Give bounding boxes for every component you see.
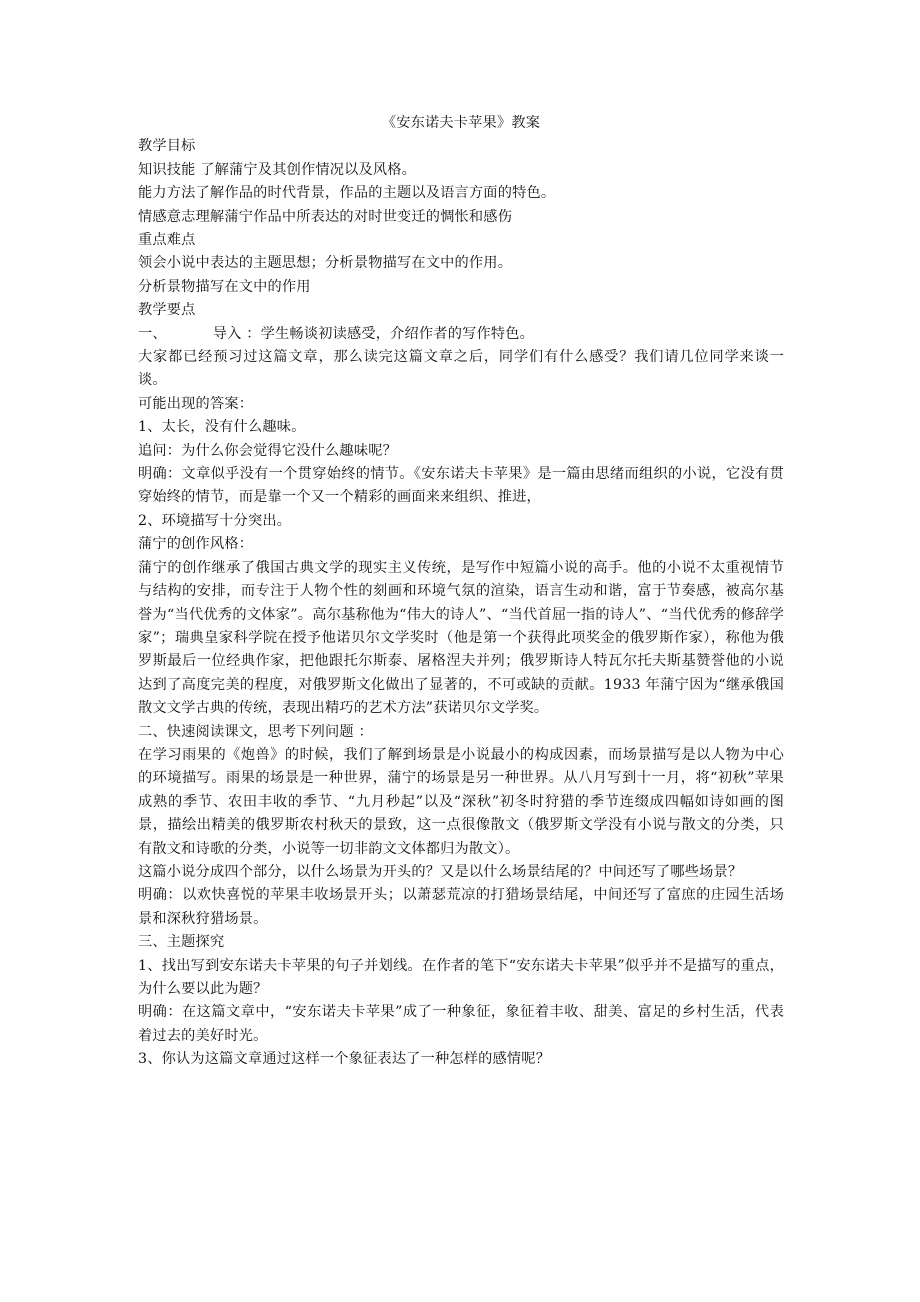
paragraph: 在学习雨果的《炮兽》的时候，我们了解到场景是小说最小的构成因素，而场景描写是以人物为中心的环境描写。雨果的场景是一种世界，蒲宁的场景是另一种世界。从八月写到十一月，将“初秋”苹果成熟的季节、农田丰收的季节、“九月秒起”以及“深秋”初冬时狩猎的季节连缀成四幅如诗如画的图景，描绘出精美的俄罗斯农村秋天的景致，这一点很像散文（俄罗斯文学没有小说与散文的分类，只有散文和诗歌的分类，小说等一切非韵文文体都归为散文）。: [138, 746, 784, 857]
section-1-number: 一、: [138, 325, 167, 342]
key-point-1: 领会小说中表达的主题思想；分析景物描写在文中的作用。: [138, 255, 513, 272]
document-title: 《安东诺夫卡苹果》教案: [381, 115, 541, 131]
section-2-heading: 二、快速阅读课文，思考下列问题 ：: [138, 723, 373, 740]
paragraph: 可能出现的答案：: [138, 395, 254, 412]
paragraph: 明确：以欢快喜悦的苹果丰收场景开头；以萧瑟荒凉的打猎场景结尾，中间还写了富庶的庄园生活场景和深秋狩猎场景。: [138, 887, 784, 927]
goal-ability: 能力方法了解作品的时代背景，作品的主题以及语言方面的特色。: [138, 185, 556, 202]
goal-emotion: 情感意志理解蒲宁作品中所表达的对时世变迁的惆怅和感伤: [138, 208, 513, 225]
paragraph: 2、环境描写十分突出。: [138, 512, 292, 529]
goal-knowledge: 知识技能 了解蒲宁及其创作情况以及风格。: [138, 161, 417, 178]
paragraph: 1、太长，没有什么趣味。: [138, 419, 306, 436]
heading-teaching-goals: 教学目标: [138, 138, 196, 155]
paragraph: 蒲宁的创作风格：: [138, 536, 254, 553]
paragraph: 3、你认为这篇文章通过这样一个象征表达了一种怎样的感情呢？: [138, 1051, 551, 1068]
section-1-heading: [138, 323, 784, 346]
document-page: [138, 112, 784, 1072]
paragraph: 明确：在这篇文章中，“安东诺夫卡苹果”成了一种象征，象征着丰收、甜美、富足的乡村生活，代表着过去的美好时光。: [138, 1004, 784, 1044]
section-3-heading: 三、主题探究: [138, 934, 225, 951]
key-point-2: 分析景物描写在文中的作用: [138, 278, 311, 295]
paragraph: 大家都已经预习过这篇文章，那么读完这篇文章之后，同学们有什么感受？我们请几位同学来谈一谈。: [138, 349, 784, 389]
paragraph: 这篇小说分成四个部分，以什么场景为开头的？又是以什么场景结尾的？中间还写了哪些场景？: [138, 863, 743, 880]
heading-teaching-steps: 教学要点: [138, 302, 196, 319]
paragraph: 明确：文章似乎没有一个贯穿始终的情节。《安东诺夫卡苹果》是一篇由思绪而组织的小说，它没有贯穿始终的情节，而是靠一个又一个精彩的画面来来组织、推进，: [138, 466, 784, 506]
paragraph: 蒲宁的创作继承了俄国古典文学的现实主义传统，是写作中短篇小说的高手。他的小说不太重视情节与结构的安排，而专注于人物个性的刻画和环境气氛的渲染，语言生动和谐，富于节奏感，被高尔基誉为“当代优秀的文体家”。高尔基称他为“伟大的诗人”、“当代首屈一指的诗人”、“当代优秀的修辞学家”；瑞典皇家科学院在授予他诺贝尔文学奖时（他是第一个获得此项奖金的俄罗斯作家），称他为俄罗斯最后一位经典作家，把他跟托尔斯泰、屠格涅夫并列；俄罗斯诗人特瓦尔托夫斯基赞誉他的小说达到了高度完美的程度，对俄罗斯文化做出了显著的，不可或缺的贡献。1933 年蒲宁因为“继承俄国散文文学古典的传统，表现出精巧的艺术方法”获诺贝尔文学奖。: [138, 559, 784, 717]
paragraph: 追问：为什么你会觉得它没什么趣味呢？: [138, 442, 397, 459]
paragraph: 1、找出写到安东诺夫卡苹果的句子并划线。在作者的笔下“安东诺夫卡苹果”似乎并不是描写的重点，为什么要以此为题？: [138, 957, 784, 998]
heading-key-points: 重点难点: [138, 232, 196, 249]
section-1-text: 导入 ：学生畅谈初读感受，介绍作者的写作特色。: [212, 325, 535, 342]
